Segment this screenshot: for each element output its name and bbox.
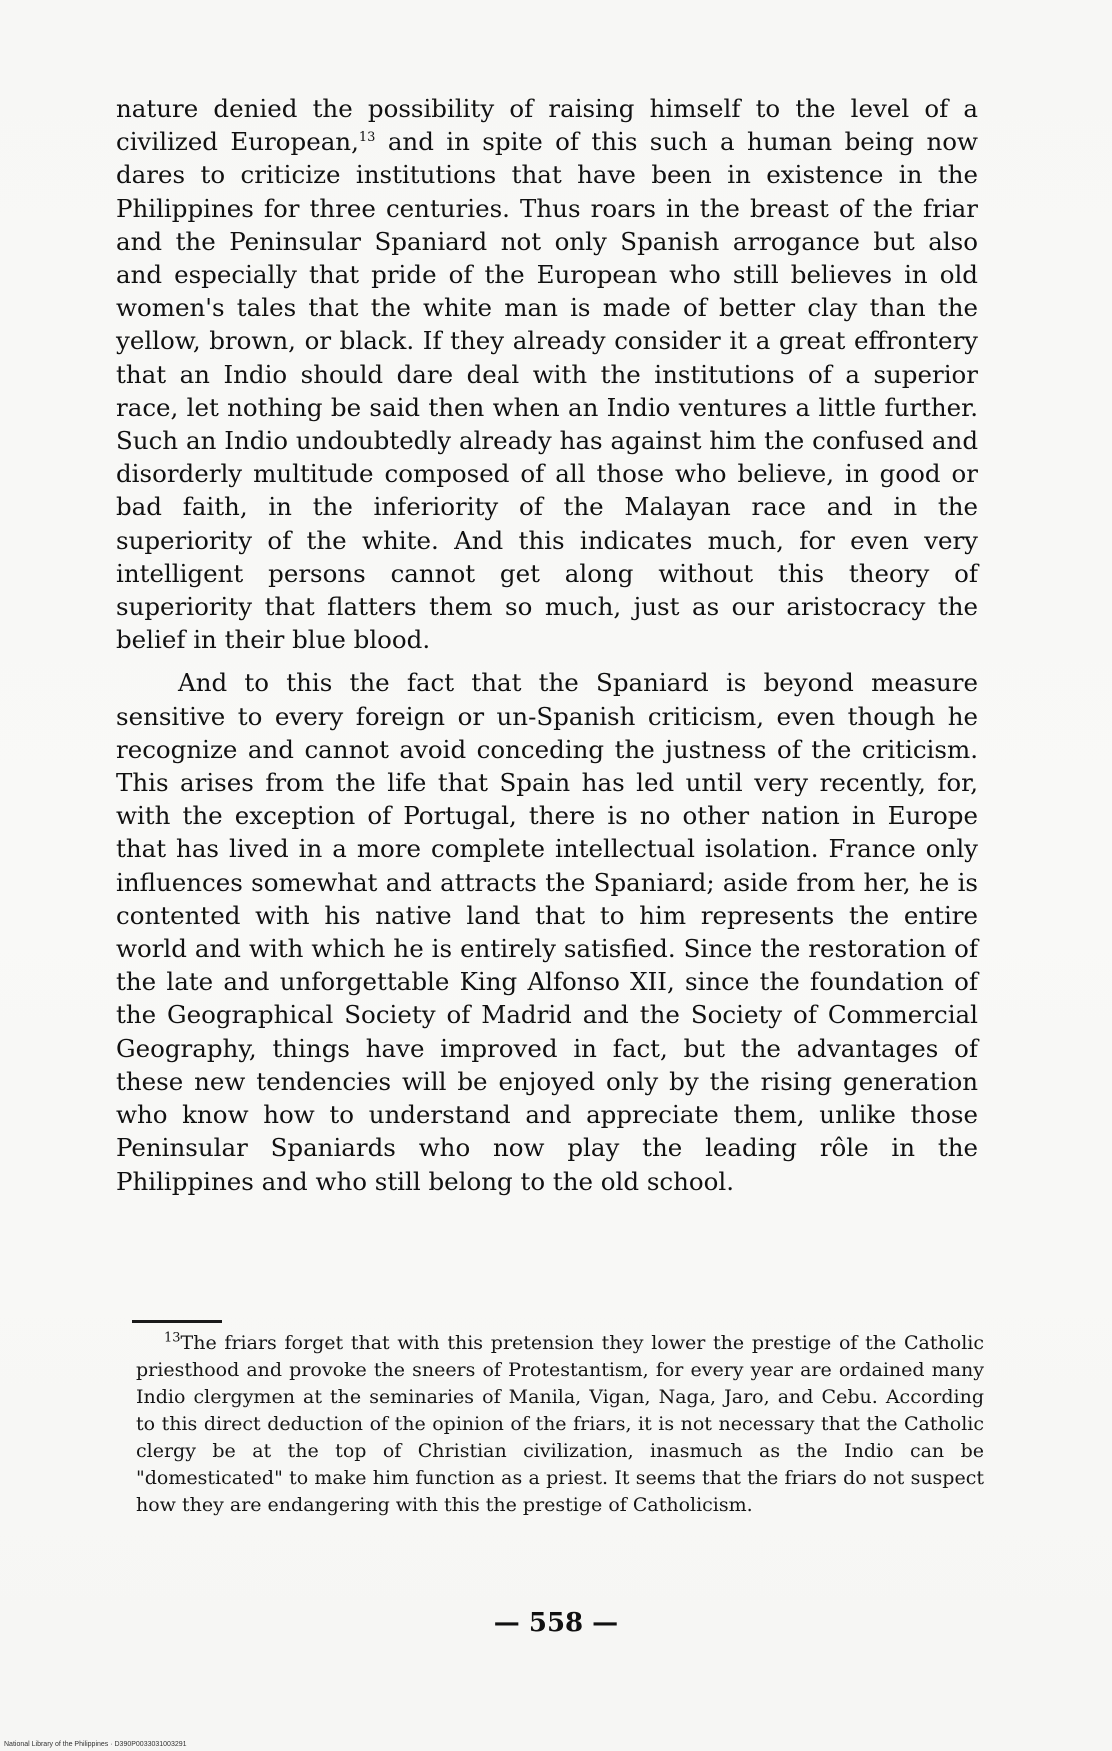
page-number: — 558 —: [493, 1608, 619, 1638]
footnote-reference: 13: [358, 130, 376, 146]
body-paragraph-continued: [116, 92, 978, 656]
archive-credit: National Library of the Philippines · D390P0033031003291: [4, 1741, 187, 1748]
footnote-paragraph: [136, 1330, 984, 1519]
body-text: [116, 92, 978, 1198]
body-paragraph-1-text: nature denied the possibility of raising himself to the level of a civilized European,: [116, 94, 978, 157]
footnote-text: The friars forget that with this pretension they lower the prestige of the Catholic priesthood and provoke the sneers of Protestantism, for every year are ordained many Indio clergymen at the seminaries of Manila, Vigan, Naga, Jaro, and Cebu. According to this direct deduction of the opinion of the friars, it is not necessary that the Catholic clergy be at the top of Christian civilization, inasmuch as the Indio can be "domesticated" to make him function as a priest. It seems that the friars do not suspect how they are endangering with this the prestige of Catholicism.: [136, 1332, 984, 1516]
footnote-marker: 13: [164, 1330, 181, 1346]
footnote: [136, 1330, 984, 1519]
body-paragraph-1-text-cont: and in spite of this such a human being now dares to criticize institutions that have been in existence in the Philippines for three centuries. Thus roars in the breast of the friar and the Peninsular Spaniard not only Spanish arrogance but also and especially that pride of the European who still believes in old women's tales that the white man is made of better clay than the yellow, brown, or black. If they already consider it a great effrontery that an Indio should dare deal with the institutions of a superior race, let nothing be said then when an Indio ventures a little further. Such an Indio undoubtedly already has against him the confused and disorderly multitude composed of all those who believe, in good or bad faith, in the inferiority of the Malayan race and in the superiority of the white. And this indicates much, for even very intelligent persons cannot get along without this theory of superiority that flatters them so much, just as our aristocracy the belief in their blue blood.: [116, 127, 978, 655]
footnote-divider: [132, 1320, 222, 1323]
body-paragraph-2: And to this the fact that the Spaniard is beyond measure sensitive to every foreign or un-Spanish criticism, even though he recognize and cannot avoid conceding the justness of the criticism. This arises from the life that Spain has led until very recently, for, with the exception of Portugal, there is no other nation in Europe that has lived in a more complete intellectual isolation. France only influences somewhat and attracts the Spaniard; aside from her, he is contented with his native land that to him represents the entire world and with which he is entirely satisfied. Since the restoration of the late and unforgettable King Alfonso XII, since the foundation of the Geographical Society of Madrid and the Society of Commercial Geography, things have improved in fact, but the advantages of these new tendencies will be enjoyed only by the rising generation who know how to understand and appreciate them, unlike those Peninsular Spaniards who now play the leading rôle in the Philippines and who still belong to the old school.: [116, 668, 978, 1196]
